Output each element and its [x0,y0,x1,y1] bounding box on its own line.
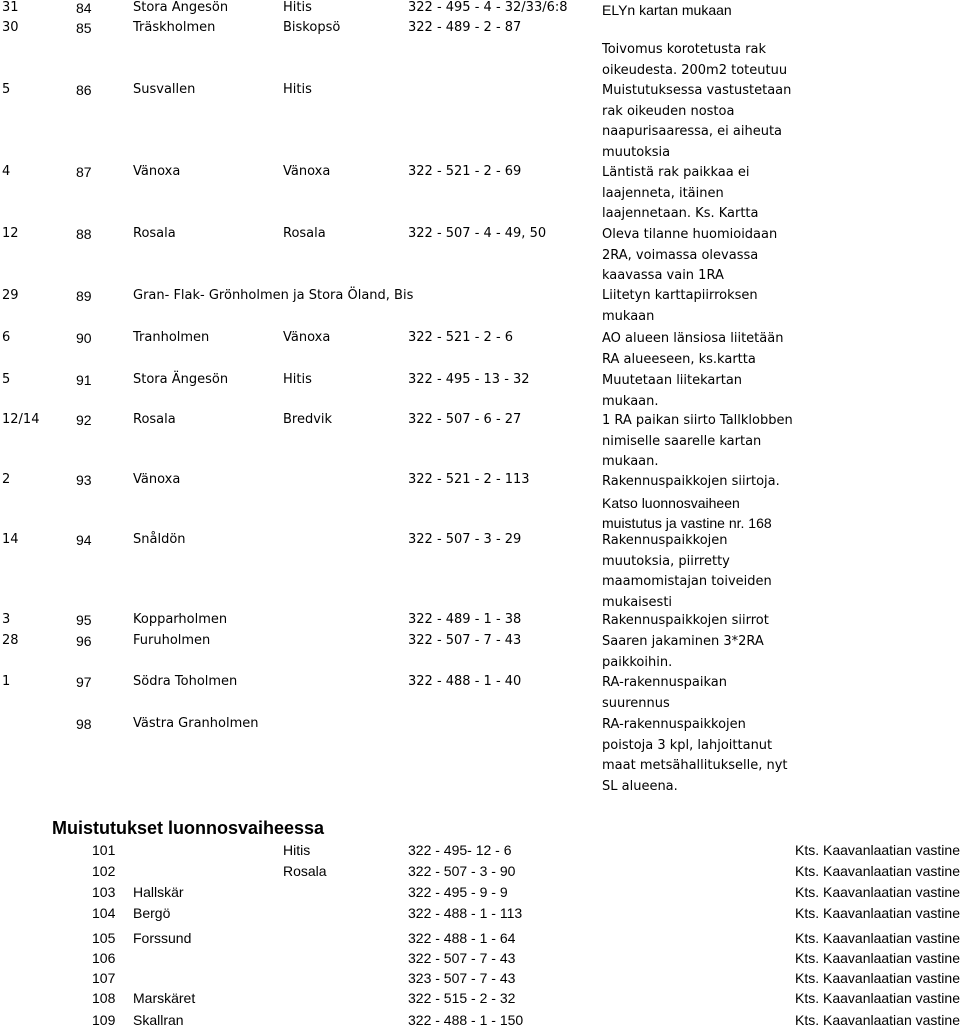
entry-id: 97 [76,674,92,690]
entry-id: 101 [92,842,116,858]
note-line: Liitetyn karttapiirroksen [602,288,758,303]
note-line: muutoksia [602,144,671,160]
area-name: Hitis [283,82,312,97]
row-number: 2 [2,472,11,487]
note-line: RA-rakennuspaikan [602,675,728,690]
property-code: 322 - 488 - 1 - 64 [408,930,516,946]
row-number: 1 [2,674,11,689]
note-line: Rakennuspaikkojen [602,533,728,548]
property-code: 322 - 495 - 9 - 9 [408,884,508,900]
note-line: kaavassa vain 1RA [602,268,724,284]
row-number: 4 [2,164,11,179]
entry-id: 87 [76,164,92,180]
row-number: 5 [2,82,11,97]
row-number: 28 [2,633,19,648]
note-line: Rakennuspaikkojen siirtoja. [602,474,780,489]
note-line: poistoja 3 kpl, lahjoittanut [602,737,773,753]
response-note: Kts. Kaavanlaatian vastine [795,990,960,1006]
note-line: laajenneta, itäinen [602,185,724,201]
island-name: Vänoxa [133,472,181,487]
property-code: 322 - 488 - 1 - 150 [408,1012,524,1028]
property-code: 322 - 489 - 2 - 87 [408,20,522,35]
row-number: 12/14 [2,412,40,427]
entry-id: 103 [92,884,116,900]
note-line: ELYn kartan mukaan [602,2,732,18]
property-code: 322 - 507 - 4 - 49, 50 [408,226,547,241]
note-line: naapurisaaressa, ei aiheuta [602,124,783,140]
response-note: Kts. Kaavanlaatian vastine [795,863,960,879]
entry-id: 109 [92,1012,116,1028]
area-name: Vänoxa [283,164,331,179]
note-line: muistutus ja vastine nr. 168 [602,515,772,532]
entry-id: 107 [92,970,116,986]
row-number: 12 [2,226,19,241]
note-line: RA-rakennuspaikkojen [602,717,746,732]
note-line: Saaren jakaminen 3*2RA [602,634,764,649]
property-code: 323 - 507 - 7 - 43 [408,970,516,986]
entry-id: 94 [76,532,92,548]
note-line: mukaan [602,308,655,324]
entry-id: 90 [76,330,92,346]
row-number: 30 [2,20,19,35]
note-line: maat metsähallitukselle, nyt [602,758,788,774]
area-name: Biskopsö [283,20,341,35]
entry-id: 106 [92,950,116,966]
note-line: Katso luonnosvaiheen [602,494,740,511]
island-name: Vänoxa [133,164,181,179]
area-name: Vänoxa [283,330,331,345]
note-line: suurennus [602,695,670,711]
island-name: Södra Toholmen [133,674,238,689]
property-code: 322 - 515 - 2 - 32 [408,990,516,1006]
area-name: Hitis [283,372,312,387]
note-line: AO alueen länsiosa liitetään [602,331,784,346]
property-code: 322 - 495 - 13 - 32 [408,372,530,387]
property-code: 322 - 521 - 2 - 6 [408,330,514,345]
entry-id: 98 [76,716,92,732]
note-line: Muutetaan liitekartan [602,373,743,388]
response-note: Kts. Kaavanlaatian vastine [795,930,960,946]
island-name: Rosala [133,226,176,241]
property-code: 322 - 507 - 7 - 43 [408,633,522,648]
note-line: oikeudesta. 200m2 toteutuu [602,62,788,78]
area-name: Rosala [283,226,326,241]
island-name: Kopparholmen [133,612,228,627]
note-line: mukaisesti [602,594,673,610]
area-name: Bredvik [283,412,333,427]
entry-id: 91 [76,372,92,388]
property-code: 322 - 507 - 7 - 43 [408,950,516,966]
island-name: Tranholmen [133,330,210,345]
entry-id: 104 [92,905,116,921]
island-name: Stora Ängesön [133,0,229,15]
entry-id: 85 [76,20,92,36]
note-line: Oleva tilanne huomioidaan [602,227,778,242]
note-line: 1 RA paikan siirto Tallklobben [602,413,793,428]
entry-id: 89 [76,288,92,304]
note-line: mukaan. [602,393,659,409]
note-line: Rakennuspaikkojen siirrot [602,613,769,628]
note-line: Läntistä rak paikkaa ei [602,165,750,180]
island-name: Träskholmen [133,20,216,35]
area-name: Rosala [283,863,327,879]
property-code: 322 - 507 - 3 - 29 [408,532,522,547]
section-title: Muistutukset luonnosvaiheessa [52,818,325,838]
island-name: Snåldön [133,532,186,547]
row-number: 14 [2,532,19,547]
island-name: Rosala [133,412,176,427]
property-code: 322 - 507 - 3 - 90 [408,863,516,879]
note-line: maamomistajan toiveiden [602,574,772,590]
entry-id: 96 [76,633,92,649]
response-note: Kts. Kaavanlaatian vastine [795,884,960,900]
response-note: Kts. Kaavanlaatian vastine [795,905,960,921]
note-line: mukaan. [602,454,659,470]
property-code: 322 - 488 - 1 - 113 [408,905,523,921]
island-name: Skallran [133,1012,184,1028]
island-name: Bergö [133,905,171,921]
island-name: Västra Granholmen [133,716,259,731]
response-note: Kts. Kaavanlaatian vastine [795,842,960,858]
entry-id: 108 [92,990,116,1006]
area-name: Hitis [283,0,312,15]
note-line: 2RA, voimassa olevassa [602,247,759,263]
property-code: 322 - 495- 12 - 6 [408,842,512,858]
entry-id: 86 [76,82,92,98]
note-line: RA alueeseen, ks.kartta [602,351,756,367]
property-code: 322 - 507 - 6 - 27 [408,412,522,427]
island-name: Susvallen [133,82,196,97]
property-code: 322 - 521 - 2 - 69 [408,164,522,179]
response-note: Kts. Kaavanlaatian vastine [795,1012,960,1028]
note-line: SL alueena. [602,778,678,794]
property-code: 322 - 521 - 2 - 113 [408,472,530,487]
island-name: Hallskär [133,884,184,900]
note-line: paikkoihin. [602,654,673,670]
island-name: Gran- Flak- Grönholmen ja Stora Öland, Bis [133,288,414,303]
island-name: Stora Ängesön [133,372,229,387]
note-line: rak oikeuden nostoa [602,103,735,119]
note-line: muutoksia, piirretty [602,553,730,569]
entry-id: 95 [76,612,92,628]
entry-id: 102 [92,863,116,879]
row-number: 3 [2,612,11,627]
island-name: Forssund [133,930,192,946]
entry-id: 92 [76,412,92,428]
row-number: 6 [2,330,11,345]
response-note: Kts. Kaavanlaatian vastine [795,970,960,986]
note-line: laajennetaan. Ks. Kartta [602,206,759,222]
note-line: Muistutuksessa vastustetaan [602,83,792,98]
response-note: Kts. Kaavanlaatian vastine [795,950,960,966]
entry-id: 93 [76,472,92,488]
property-code: 322 - 488 - 1 - 40 [408,674,522,689]
row-number: 5 [2,372,11,387]
property-code: 322 - 495 - 4 - 32/33/6:8 [408,0,568,15]
row-number: 31 [2,0,19,15]
note-line: Toivomus korotetusta rak [602,42,767,57]
island-name: Marskäret [133,990,196,1006]
entry-id: 88 [76,226,92,242]
area-name: Hitis [283,842,311,858]
note-line: nimiselle saarelle kartan [602,433,762,449]
row-number: 29 [2,288,19,303]
entry-id: 105 [92,930,116,946]
entry-id: 84 [76,0,92,16]
island-name: Furuholmen [133,633,211,648]
property-code: 322 - 489 - 1 - 38 [408,612,522,627]
